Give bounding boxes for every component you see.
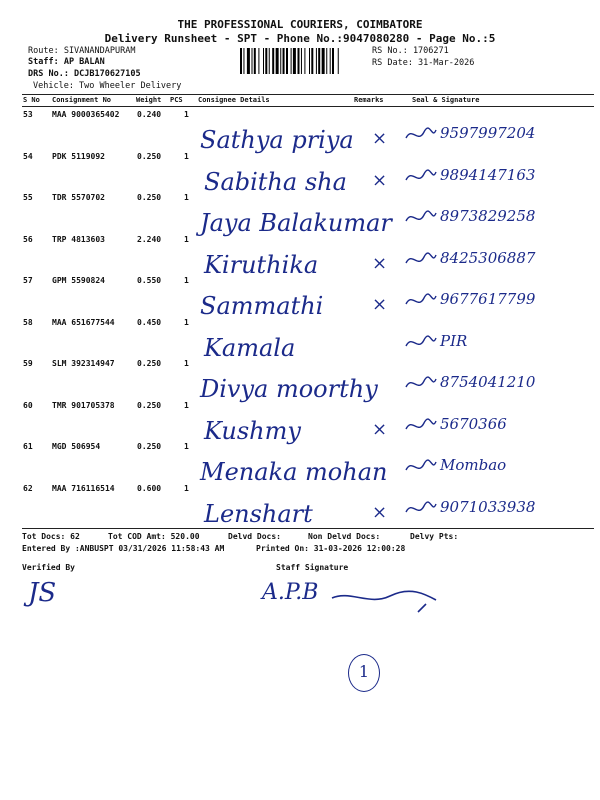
remark-mark-handwritten: × bbox=[372, 294, 388, 315]
row-weight: 0.600 bbox=[137, 483, 162, 493]
row-consignment: SLM 392314947 bbox=[52, 359, 115, 368]
seal-signature-handwritten: PIR bbox=[440, 331, 468, 350]
remark-mark-handwritten: × bbox=[372, 169, 388, 191]
remark-mark-handwritten: × bbox=[372, 252, 388, 274]
signature-scribble bbox=[404, 456, 438, 478]
consignee-name-handwritten: Lenshart bbox=[204, 499, 313, 528]
row-sno: 56 bbox=[23, 234, 33, 244]
rs-date: RS Date: 31-Mar-2026 bbox=[372, 58, 475, 68]
consignee-name-handwritten: Kamala bbox=[204, 333, 296, 362]
row-weight: 0.250 bbox=[137, 442, 162, 451]
seal-signature-handwritten: 9071033938 bbox=[440, 497, 536, 516]
row-sno: 54 bbox=[23, 151, 33, 161]
row-consignment: MGD 506954 bbox=[52, 442, 101, 451]
row-consignment: PDK 5119092 bbox=[52, 151, 105, 161]
verifier-signature: JS bbox=[28, 578, 57, 608]
staff-text: Staff: AP BALAN bbox=[28, 57, 105, 67]
consignee-name-handwritten: Menaka mohan bbox=[200, 458, 388, 486]
remark-mark-handwritten: × bbox=[372, 418, 388, 440]
company-title: THE PROFESSIONAL COURIERS, COIMBATORE bbox=[177, 18, 423, 31]
rs-number: RS No.: 1706271 bbox=[372, 46, 449, 56]
row-pcs: 1 bbox=[184, 400, 189, 410]
consignee-name-handwritten: Sabitha sha bbox=[204, 167, 347, 196]
row-pcs: 1 bbox=[184, 193, 189, 202]
header-bottom-rule bbox=[22, 106, 594, 107]
staff-signature-label: Staff Signature bbox=[276, 563, 349, 572]
row-sno: 58 bbox=[23, 317, 33, 327]
signature-scribble bbox=[404, 332, 438, 354]
seal-signature-handwritten: 9597997204 bbox=[440, 124, 536, 142]
consignee-name-handwritten: Jaya Balakumar bbox=[200, 209, 392, 237]
row-consignment: GPM 5590824 bbox=[52, 276, 105, 285]
signature-scribble bbox=[404, 249, 438, 271]
seal-signature-handwritten: 8754041210 bbox=[440, 373, 536, 391]
row-pcs: 1 bbox=[184, 276, 189, 285]
col-seal: Seal & Signature bbox=[412, 96, 480, 104]
consignee-name-handwritten: Sathya priya bbox=[200, 126, 354, 154]
col-consignment: Consignment No bbox=[52, 96, 112, 104]
row-pcs: 1 bbox=[184, 317, 189, 327]
row-consignment: MAA 716116514 bbox=[52, 483, 115, 493]
consignee-name-handwritten: Sammathi bbox=[200, 292, 324, 320]
seal-signature-handwritten: 8425306887 bbox=[440, 248, 536, 267]
row-consignment: MAA 9000365402 bbox=[52, 110, 120, 119]
row-pcs: 1 bbox=[184, 151, 189, 161]
delvd-docs: Delvd Docs: bbox=[228, 532, 281, 541]
staff-signature: A.P.B bbox=[262, 580, 319, 605]
row-weight: 0.240 bbox=[137, 110, 162, 119]
header-top-rule bbox=[22, 94, 594, 95]
vehicle-text: Vehicle: Two Wheeler Delivery bbox=[33, 81, 182, 91]
remark-mark-handwritten: × bbox=[372, 128, 388, 149]
row-consignment: MAA 651677544 bbox=[52, 317, 115, 327]
row-sno: 55 bbox=[23, 193, 33, 202]
seal-signature-handwritten: 9894147163 bbox=[440, 165, 536, 184]
verified-by-label: Verified By bbox=[22, 563, 75, 572]
tot-docs: Tot Docs: 62 bbox=[22, 532, 80, 541]
row-pcs: 1 bbox=[184, 110, 189, 119]
barcode bbox=[240, 48, 368, 74]
seal-signature-handwritten: 5670366 bbox=[440, 414, 507, 433]
row-weight: 0.250 bbox=[137, 359, 162, 368]
col-sno: S No bbox=[23, 96, 40, 104]
row-pcs: 1 bbox=[184, 442, 189, 451]
seal-signature-handwritten: 8973829258 bbox=[440, 207, 536, 225]
row-weight: 2.240 bbox=[137, 234, 162, 244]
entered-by: Entered By :ANBUSPT 03/31/2026 11:58:43 AM bbox=[22, 544, 225, 553]
seal-signature-handwritten: Mombao bbox=[440, 456, 507, 474]
signature-scribble bbox=[404, 498, 438, 520]
seal-signature-handwritten: 9677617799 bbox=[440, 290, 536, 308]
circled-page-number: 1 bbox=[348, 654, 380, 692]
printed-on: Printed On: 31-03-2026 12:00:28 bbox=[256, 544, 406, 553]
row-weight: 0.550 bbox=[137, 276, 162, 285]
row-weight: 0.250 bbox=[137, 400, 162, 410]
route-text: Route: SIVANANDAPURAM bbox=[28, 46, 136, 56]
row-consignment: TDR 5570702 bbox=[52, 193, 105, 202]
row-consignment: TRP 4813603 bbox=[52, 234, 105, 244]
signature-scribble bbox=[404, 166, 438, 188]
signature-scribble bbox=[404, 207, 438, 229]
signature-scribble bbox=[404, 290, 438, 312]
tot-cod: Tot COD Amt: 520.00 bbox=[108, 532, 200, 541]
staff-signature-stroke bbox=[330, 584, 440, 614]
consignee-name-handwritten: Kiruthika bbox=[204, 250, 319, 279]
row-sno: 60 bbox=[23, 400, 33, 410]
row-weight: 0.250 bbox=[137, 151, 162, 161]
consignee-name-handwritten: Divya moorthy bbox=[200, 375, 378, 403]
delvy-pts: Delvy Pts: bbox=[410, 532, 459, 541]
col-pcs: PCS bbox=[170, 96, 183, 104]
row-weight: 0.250 bbox=[137, 193, 162, 202]
row-weight: 0.450 bbox=[137, 317, 162, 327]
row-sno: 59 bbox=[23, 359, 33, 368]
row-consignment: TMR 901705378 bbox=[52, 400, 115, 410]
row-sno: 57 bbox=[23, 276, 33, 285]
signature-scribble bbox=[404, 415, 438, 437]
row-sno: 62 bbox=[23, 483, 33, 493]
col-weight: Weight bbox=[136, 96, 162, 104]
footer-rule bbox=[22, 528, 594, 529]
row-pcs: 1 bbox=[184, 483, 189, 493]
remark-mark-handwritten: × bbox=[372, 501, 388, 523]
consignee-name-handwritten: Kushmy bbox=[204, 416, 301, 445]
row-pcs: 1 bbox=[184, 359, 189, 368]
drs-number: DRS No.: DCJB170627105 bbox=[28, 69, 141, 79]
row-sno: 53 bbox=[23, 110, 33, 119]
signature-scribble bbox=[404, 373, 438, 395]
row-pcs: 1 bbox=[184, 234, 189, 244]
col-consignee: Consignee Details bbox=[198, 96, 270, 104]
row-sno: 61 bbox=[23, 442, 33, 451]
signature-scribble bbox=[404, 124, 438, 146]
runsheet-title: Delivery Runsheet - SPT - Phone No.:9047080280 - Page No.:5 bbox=[104, 32, 496, 45]
col-remarks: Remarks bbox=[354, 96, 384, 104]
non-delvd-docs: Non Delvd Docs: bbox=[308, 532, 381, 541]
